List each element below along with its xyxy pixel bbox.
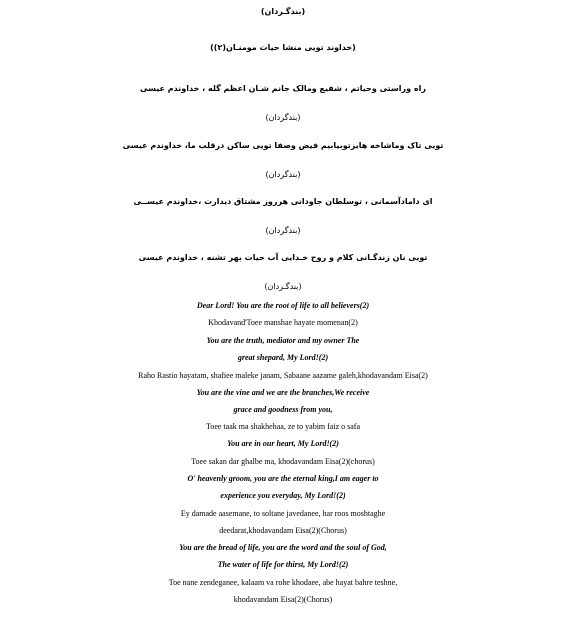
english-line-11: O' heavenly groom, you are the eternal king,I am eager to — [187, 474, 379, 483]
english-line-2: Khodavand'Toee manshae hayate momenan(2) — [208, 318, 358, 327]
english-line-12: experience you everyday, My Lord!(2) — [220, 491, 346, 500]
english-line-3: You are the truth, mediator and my owner The — [206, 336, 360, 345]
persian-title: (بندگـردان) — [260, 7, 306, 16]
english-line-4: great shepard, My Lord!(2) — [237, 353, 329, 362]
persian-refrain-3: (بندگردان) — [265, 226, 301, 235]
english-line-16: The water of life for thirst, My Lord!(2) — [217, 560, 349, 569]
english-line-6: You are the vine and we are the branches,We receive — [196, 388, 370, 397]
persian-verse-1: راه وراستی وحیاتم ، شفیع ومالک جانم شـان اعظم گله ، خداوندم عیسی — [140, 84, 426, 93]
english-line-18: khodavandam Eisa(2)(Chorus) — [233, 595, 333, 604]
persian-verse-2: تویی تاک وماشاخه هایزتوبیابیم فیض وصفا تویی ساکن درقلب ما، خداوندم عیسی — [122, 141, 444, 150]
english-line-8: Toee taak ma shakhehaa, ze to yabim faiz o safa — [205, 422, 361, 431]
persian-refrain-4: (بندگـردان) — [264, 282, 302, 291]
english-line-14: deedarat,khodavandam Eisa(2)(Chorus) — [219, 526, 347, 535]
english-line-5: Raho Rastio hayatam, shafiee maleke janam, Sabaane aazame galeh,khodavandam Eisa(2) — [138, 371, 428, 380]
english-line-9: You are in our heart, My Lord!(2) — [227, 439, 339, 448]
english-line-10: Toee sakan dar ghalbe ma, khodavandam Eisa(2)(chorus) — [191, 457, 375, 466]
persian-subtitle: (خداوند تویی منشا حیات مومنـان(۲)) — [210, 43, 356, 52]
persian-verse-3: ای دامادآسمانی ، توسلطان جاودانی هرروز مشتاق دیدارت ،خداوندم عیســی — [133, 197, 433, 206]
english-line-7: grace and goodness from you, — [233, 405, 333, 414]
english-line-13: Ey damade aasemane, to soltane javedanee, har roos moshtaghe — [180, 509, 386, 518]
english-line-1: Dear Lord! You are the root of life to all believers(2) — [196, 301, 370, 310]
persian-refrain-1: (بندگردان) — [265, 113, 301, 122]
persian-verse-4: تویی نان زندگـانی کلام و روح خـدایی آب حیات بهر تشنه ، خداوندم عیسی — [138, 253, 428, 262]
persian-refrain-2: (بندگردان) — [265, 170, 301, 179]
english-line-15: You are the bread of life, you are the word and the soul of God, — [179, 543, 387, 552]
english-line-17: Toe nane zendeganee, kalaam va rohe khodaee, abe hayat bahre teshne, — [168, 578, 398, 587]
